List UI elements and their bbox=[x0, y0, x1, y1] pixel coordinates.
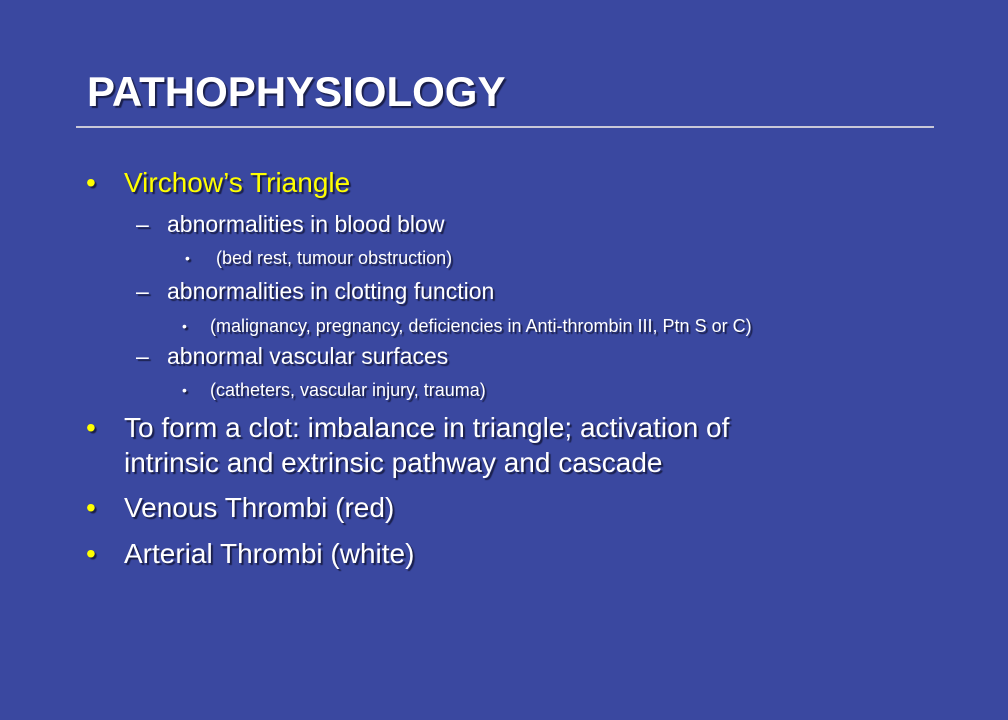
detail-text: (bed rest, tumour obstruction) bbox=[216, 248, 453, 268]
bullet-text: Arterial Thrombi (white) bbox=[124, 538, 415, 569]
bullet-text: Venous Thrombi (red) bbox=[124, 492, 395, 523]
sub-bullet-text: abnormal vascular surfaces bbox=[167, 343, 449, 369]
detail-text: (catheters, vascular injury, trauma) bbox=[210, 380, 486, 400]
detail-text: (malignancy, pregnancy, deficiencies in Anti-thrombin III, Ptn S or C) bbox=[210, 316, 752, 336]
dash-marker: – bbox=[136, 343, 149, 369]
sub-bullet-blood-flow bbox=[136, 211, 445, 238]
dash-marker: – bbox=[136, 211, 149, 237]
dash-marker: – bbox=[136, 278, 149, 304]
title-divider bbox=[76, 126, 934, 128]
bullet-virchows-triangle bbox=[86, 167, 351, 199]
bullet-marker: • bbox=[86, 412, 96, 443]
sub-bullet-text: abnormalities in clotting function bbox=[167, 278, 495, 304]
bullet-text-line1: To form a clot: imbalance in triangle; activation of bbox=[124, 412, 730, 443]
bullet-arterial-thrombi bbox=[86, 538, 415, 570]
bullet-marker: • bbox=[86, 167, 96, 198]
detail-marker: • bbox=[185, 250, 190, 266]
slide-title: PATHOPHYSIOLOGY bbox=[87, 68, 506, 115]
detail-marker: • bbox=[182, 318, 187, 334]
bullet-venous-thrombi bbox=[86, 492, 395, 524]
bullet-text: Virchow’s Triangle bbox=[124, 167, 351, 198]
bullet-marker: • bbox=[86, 492, 96, 523]
detail-catheters bbox=[182, 380, 486, 401]
bullet-marker: • bbox=[86, 538, 96, 569]
bullet-text-line2: intrinsic and extrinsic pathway and cascade bbox=[124, 447, 663, 478]
sub-bullet-text: abnormalities in blood blow bbox=[167, 211, 445, 237]
bullet-clot-formation bbox=[86, 410, 730, 480]
detail-marker: • bbox=[182, 382, 187, 398]
sub-bullet-clotting bbox=[136, 278, 495, 305]
detail-bed-rest bbox=[185, 248, 453, 269]
detail-malignancy bbox=[182, 316, 752, 337]
sub-bullet-vascular bbox=[136, 343, 449, 370]
